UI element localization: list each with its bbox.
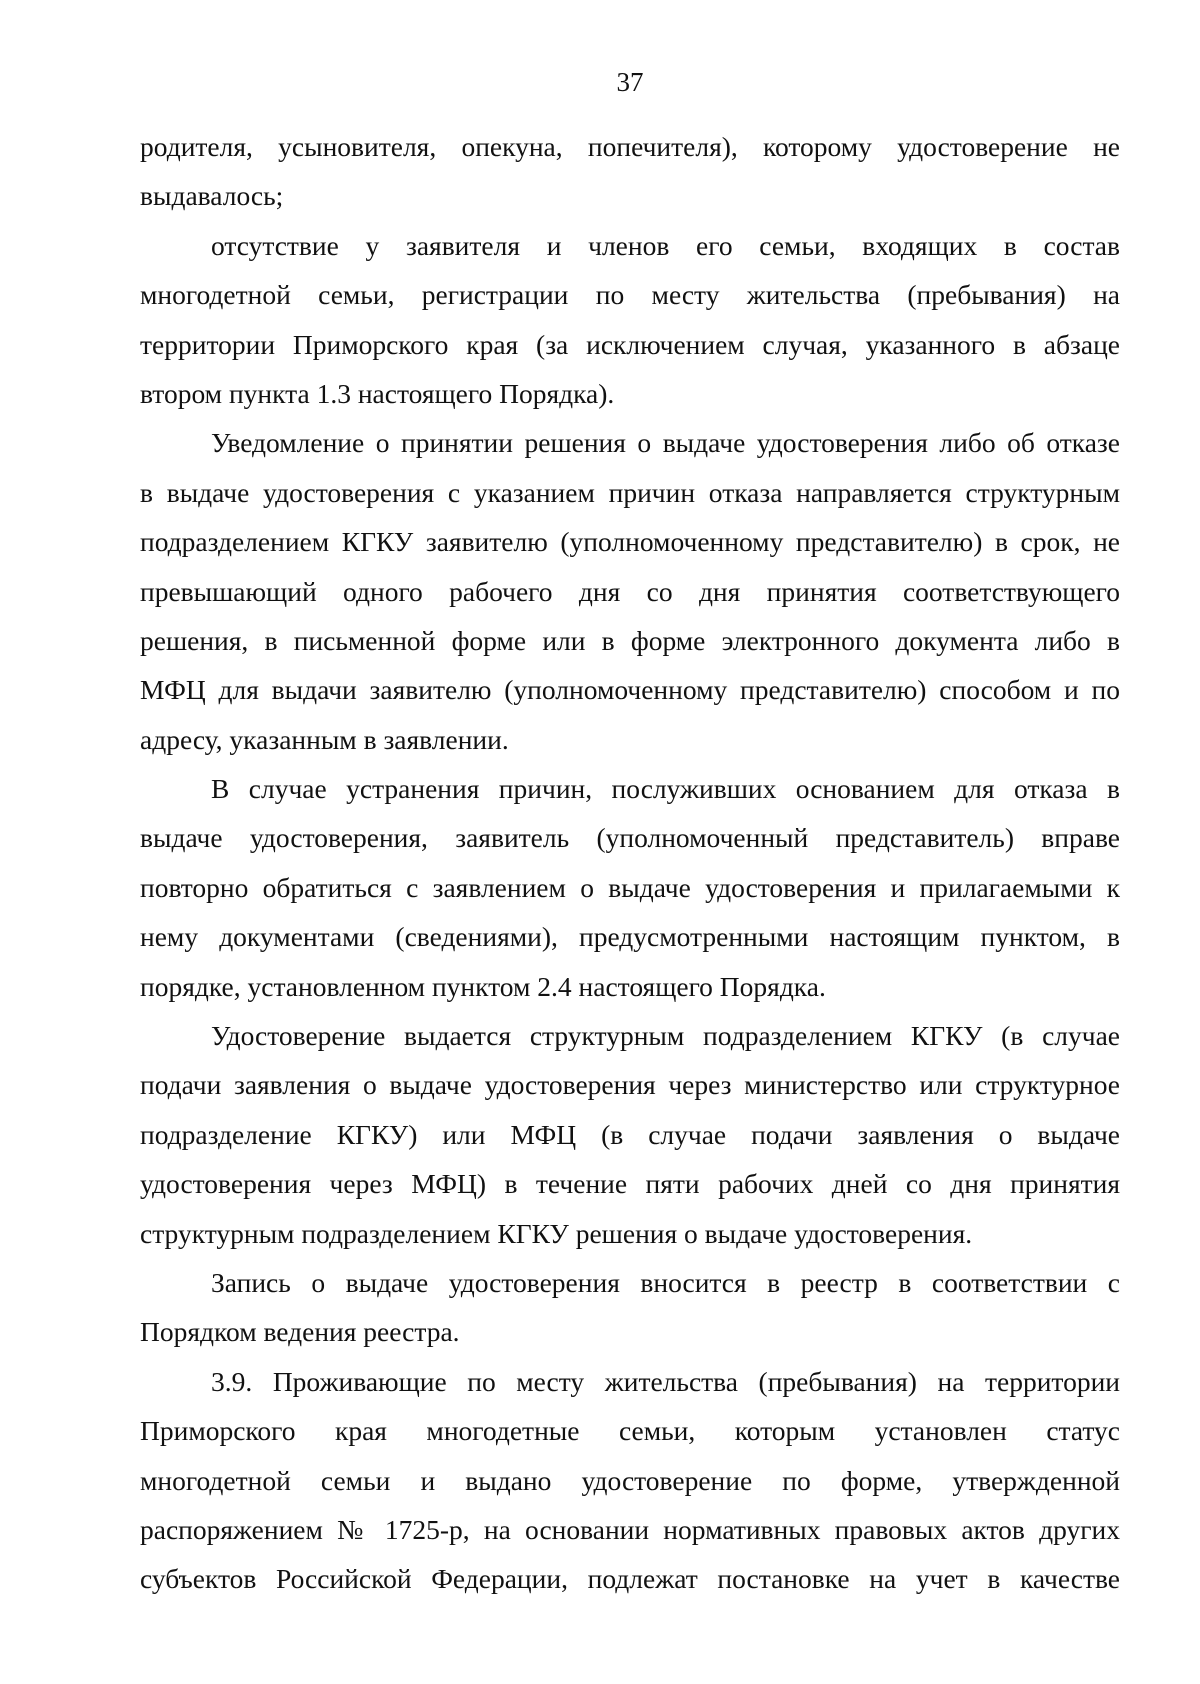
- text-line: втором пункта 1.3 настоящего Порядка).: [140, 377, 615, 409]
- text-line: субъектов Российской Федерации, подлежат постановке на учет в качестве: [140, 1563, 1120, 1595]
- paragraph: [140, 122, 1120, 221]
- paragraph: [140, 221, 1120, 419]
- text-line: выдавалось;: [140, 180, 284, 212]
- paragraph: [140, 418, 1120, 764]
- text-line: превышающий одного рабочего дня со дня принятия соответствующего: [140, 575, 1120, 607]
- text-line: адресу, указанным в заявлении.: [140, 723, 509, 755]
- text-line: родителя, усыновителя, опекуна, попечителя), которому удостоверение не: [140, 131, 1120, 162]
- text-line: отсутствие у заявителя и членов его семьи, входящих в состав: [211, 229, 1120, 261]
- text-line: распоряжением № 1725-р, на основании нормативных правовых актов других: [140, 1513, 1120, 1545]
- text-line: Приморского края многодетные семьи, которым установлен статус: [140, 1415, 1120, 1447]
- text-line: 3.9. Проживающие по месту жительства (пребывания) на территории: [211, 1365, 1120, 1397]
- text-line: Порядком ведения реестра.: [140, 1316, 460, 1348]
- text-line: Удостоверение выдается структурным подразделением КГКУ (в случае: [211, 1020, 1120, 1052]
- text-line: порядке, установленном пунктом 2.4 настоящего Порядка.: [140, 970, 826, 1002]
- text-line: подразделение КГКУ) или МФЦ (в случае подачи заявления о выдаче: [140, 1118, 1120, 1150]
- text-line: удостоверения через МФЦ) в течение пяти рабочих дней со дня принятия: [140, 1168, 1120, 1200]
- text-line: многодетной семьи, регистрации по месту жительства (пребывания) на: [140, 279, 1120, 311]
- text-line: повторно обратиться с заявлением о выдаче удостоверения и прилагаемыми к: [140, 871, 1120, 903]
- text-line: подразделением КГКУ заявителю (уполномоченному представителю) в срок, не: [140, 526, 1120, 558]
- text-line: подачи заявления о выдаче удостоверения через министерство или структурное: [140, 1069, 1120, 1101]
- text-line: территории Приморского края (за исключением случая, указанного в абзаце: [140, 328, 1120, 360]
- text-line: Запись о выдаче удостоверения вносится в реестр в соответствии с: [211, 1266, 1120, 1298]
- text-line: В случае устранения причин, послуживших основанием для отказа в: [211, 773, 1120, 805]
- paragraph: [140, 1357, 1120, 1604]
- text-line: МФЦ для выдачи заявителю (уполномоченному представителю) способом и по: [140, 674, 1120, 706]
- text-line: в выдаче удостоверения с указанием причин отказа направляется структурным: [140, 476, 1120, 508]
- document-body: [140, 122, 1120, 1604]
- text-line: нему документами (сведениями), предусмотренными настоящим пунктом, в: [140, 921, 1120, 953]
- text-line: решения, в письменной форме или в форме электронного документа либо в: [140, 624, 1120, 656]
- text-line: выдаче удостоверения, заявитель (уполномоченный представитель) вправе: [140, 822, 1120, 854]
- paragraph: [140, 1258, 1120, 1357]
- paragraph: [140, 1011, 1120, 1258]
- text-line: Уведомление о принятии решения о выдаче удостоверения либо об отказе: [211, 427, 1120, 459]
- text-line: структурным подразделением КГКУ решения о выдаче удостоверения.: [140, 1217, 973, 1249]
- page-number: 37: [616, 67, 644, 97]
- text-line: многодетной семьи и выдано удостоверение по форме, утвержденной: [140, 1464, 1120, 1496]
- paragraph: [140, 764, 1120, 1011]
